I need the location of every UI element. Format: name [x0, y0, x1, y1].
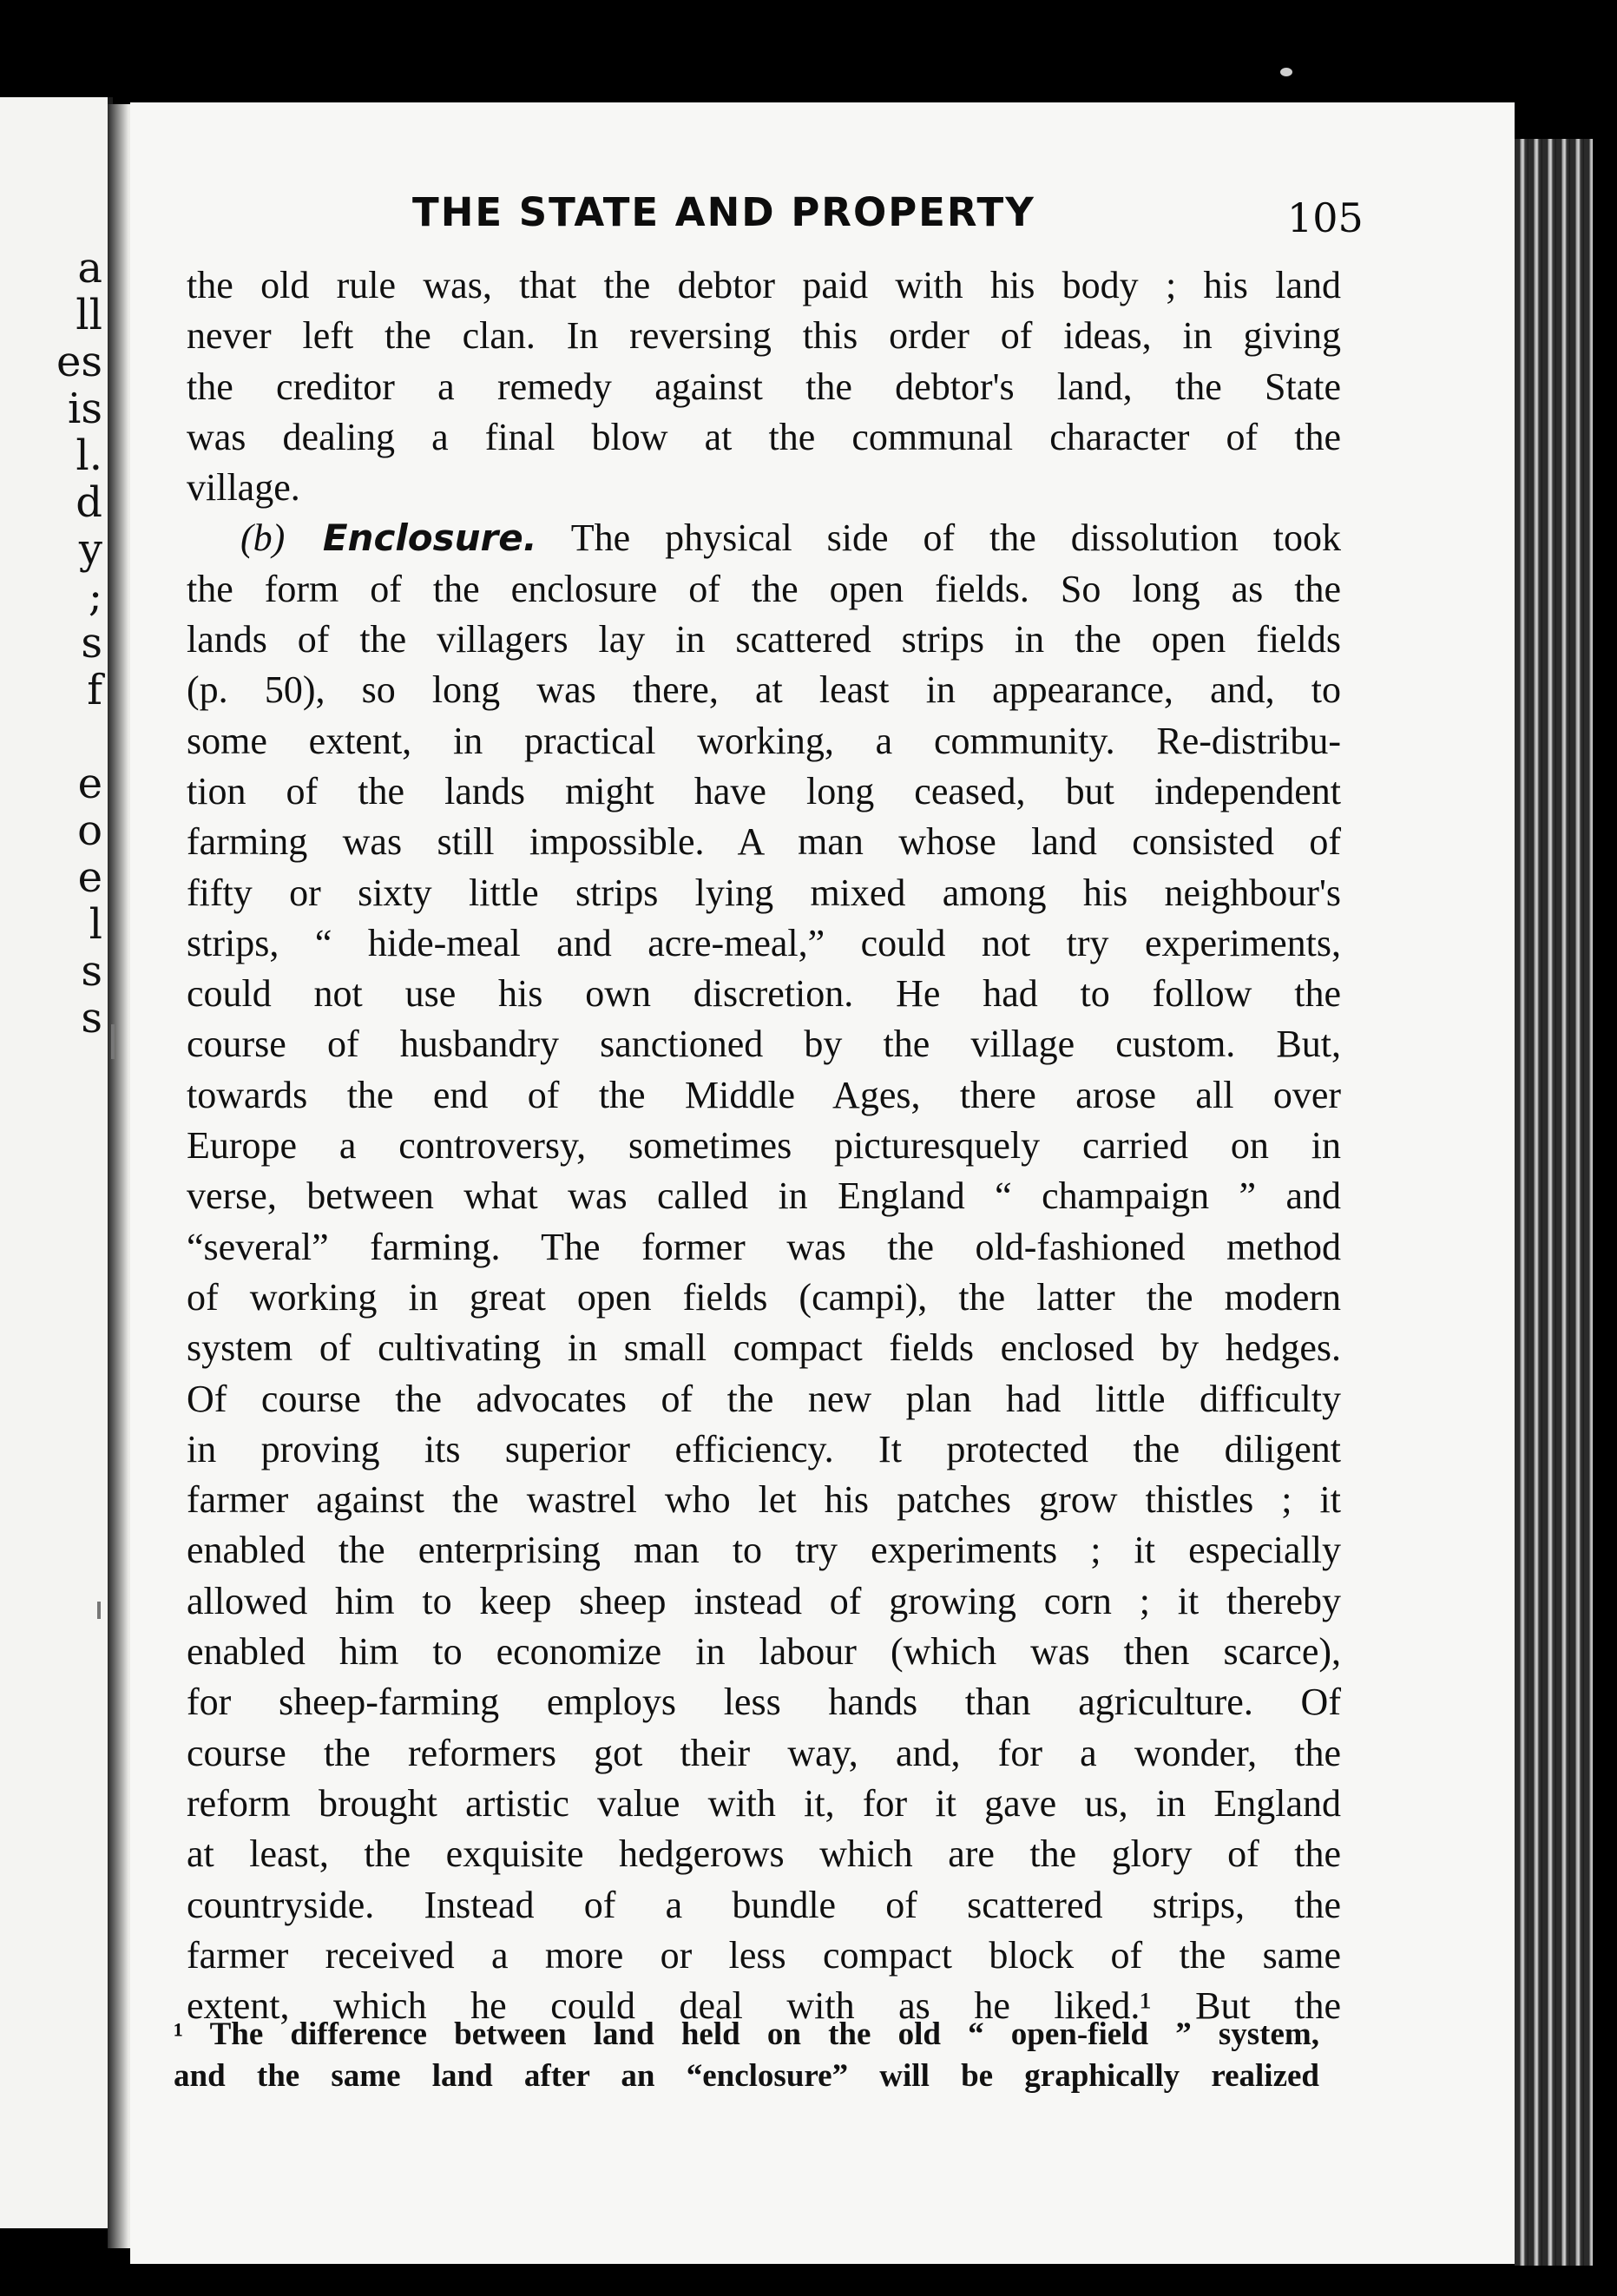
previous-page-fragment: f [87, 666, 102, 714]
text-line: could not use his own discretion. He had to follow the [187, 972, 1341, 1016]
section-heading: Enclosure. [285, 516, 537, 560]
previous-page-fragment: l. [76, 431, 102, 480]
text-line: for sheep-farming employs less hands than agriculture. Of [187, 1681, 1341, 1724]
text-line: (p. 50), so long was there, at least in appearance, and, to [187, 668, 1341, 712]
page-stack-edge [1515, 139, 1593, 2266]
text-line: the creditor a remedy against the debtor's land, the State [187, 365, 1341, 408]
gutter-mark [111, 1024, 115, 1059]
running-head: THE STATE AND PROPERTY [412, 189, 1035, 235]
text-line: tion of the lands might have long ceased, but independent [187, 769, 1341, 812]
previous-page-fragment: e [77, 853, 102, 902]
scan-speck [1280, 68, 1292, 76]
text-line: village. [187, 466, 300, 510]
previous-page-fragment: y [78, 525, 102, 574]
section-prefix: (b) [240, 516, 286, 560]
text-line: some extent, in practical working, a community. Re-distribu- [187, 719, 1341, 762]
previous-page-edge [0, 97, 113, 2228]
text-line: extent, which he could deal with as he liked.¹ But the [187, 1984, 1341, 2028]
text-line: farmer received a more or less compact block of the same [187, 1933, 1341, 1977]
text-line: enabled him to economize in labour (which was then scarce), [187, 1630, 1341, 1674]
previous-page-fragment: d [76, 478, 102, 527]
previous-page-fragment [50, 714, 102, 760]
text-line: (b) Enclosure. The physical side of the dissolution took [240, 516, 1341, 560]
text-line: of working in great open fields (campi), the latter the modern [187, 1275, 1341, 1319]
previous-page-fragment: es [56, 338, 102, 386]
text-line: allowed him to keep sheep instead of growing corn ; it thereby [187, 1579, 1341, 1622]
previous-page-fragment: s [81, 994, 102, 1043]
text-line: course the reformers got their way, and, for a wonder, the [187, 1731, 1341, 1774]
previous-page-fragment: l [89, 900, 102, 949]
previous-page-fragment: is [68, 385, 102, 433]
gutter-mark [97, 1602, 101, 1619]
text-line: “several” farming. The former was the old-fashioned method [187, 1225, 1341, 1268]
page-header [130, 189, 1484, 250]
text-line: at least, the exquisite hedgerows which are the glory of the [187, 1832, 1341, 1876]
footnote-line: and the same land after an “enclosure” will be graphically realized [174, 2058, 1319, 2094]
text-line: in proving its superior efficiency. It protected the diligent [187, 1427, 1341, 1470]
previous-page-fragment: s [81, 947, 102, 996]
text-line: the old rule was, that the debtor paid with his body ; his land [187, 264, 1341, 306]
text-line: verse, between what was called in England “ champaign ” and [187, 1174, 1341, 1218]
text-line: farmer against the wastrel who let his patches grow thistles ; it [187, 1478, 1341, 1522]
text-line: was dealing a final blow at the communal character of the [187, 415, 1341, 458]
body-text [187, 260, 1341, 2031]
previous-page-fragment: e [77, 760, 102, 808]
footnote-line: ¹ The difference between land held on the old “ open-field ” system, [174, 2016, 1319, 2052]
text-line: farming was still impossible. A man whose land consisted of [187, 820, 1341, 864]
previous-page-fragment: ; [88, 572, 102, 621]
text-line: never left the clan. In reversing this order of ideas, in giving [187, 314, 1341, 358]
text-line: Europe a controversy, sometimes picturesquely carried on in [187, 1124, 1341, 1168]
text-line: the form of the enclosure of the open fields. So long as the [187, 567, 1341, 610]
text-line: reform brought artistic value with it, for it gave us, in England [187, 1781, 1341, 1825]
text-line: strips, “ hide-meal and acre-meal,” could not try experiments, [187, 921, 1341, 964]
text-line: fifty or sixty little strips lying mixed among his neighbour's [187, 871, 1341, 914]
text-line: Of course the advocates of the new plan had little difficulty [187, 1377, 1341, 1420]
previous-page-text [50, 245, 102, 1042]
page-number: 105 [1287, 194, 1364, 241]
previous-page-fragment: s [81, 619, 102, 668]
footnotes [174, 2014, 1319, 2097]
previous-page-fragment: ll [76, 291, 102, 339]
previous-page-fragment: o [77, 806, 102, 855]
text-line: enabled the enterprising man to try experiments ; it especially [187, 1529, 1341, 1572]
text-line: course of husbandry sanctioned by the village custom. But, [187, 1023, 1341, 1066]
text-line: countryside. Instead of a bundle of scattered strips, the [187, 1883, 1341, 1926]
text-line: system of cultivating in small compact fields enclosed by hedges. [187, 1326, 1341, 1370]
text-line: towards the end of the Middle Ages, there arose all over [187, 1073, 1341, 1116]
text-line: lands of the villagers lay in scattered strips in the open fields [187, 618, 1341, 661]
previous-page-fragment: a [77, 244, 102, 293]
